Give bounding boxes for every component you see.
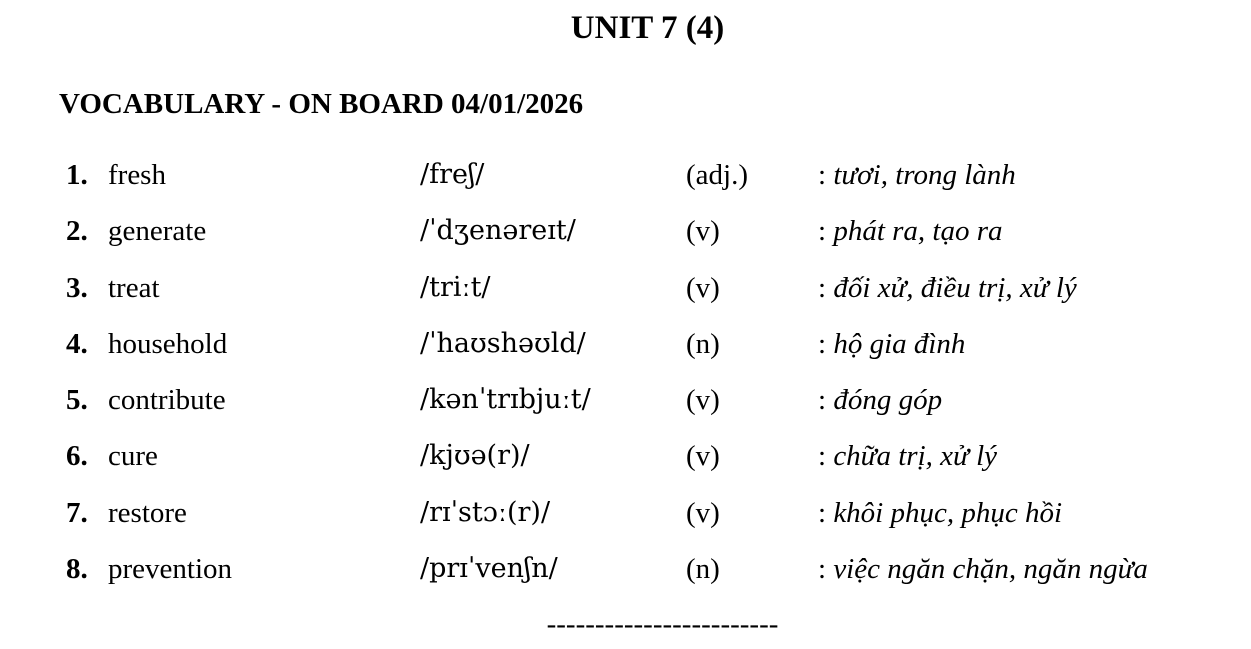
vocab-word: household	[108, 327, 228, 360]
item-number: 6.	[66, 440, 88, 473]
item-number: 8.	[66, 553, 88, 586]
meaning-separator: :	[818, 159, 834, 191]
vocab-meaning	[818, 436, 997, 476]
vocab-meaning	[818, 549, 1148, 589]
meaning-separator: :	[818, 496, 834, 529]
vocab-word: cure	[108, 440, 158, 473]
vocab-word: contribute	[108, 384, 226, 417]
vocab-word: prevention	[108, 553, 233, 586]
item-number: 7.	[66, 496, 88, 529]
vocab-meaning	[818, 268, 1077, 308]
meaning-text: khôi phục, phục hồi	[833, 496, 1063, 529]
meaning-separator: :	[818, 553, 834, 586]
item-number: 1.	[66, 159, 88, 191]
vocab-item-treat	[0, 268, 1251, 324]
vocab-pronunciation: /freʃ/	[420, 159, 485, 190]
vocab-pronunciation: /prɪˈvenʃn/	[420, 553, 558, 585]
vocab-pronunciation: /ˈdʒenəreɪt/	[420, 215, 576, 247]
vocab-part-of-speech: (v)	[686, 384, 720, 417]
vocab-item-cure	[0, 436, 1251, 492]
vocab-part-of-speech: (n)	[686, 553, 720, 586]
vocab-word: generate	[108, 215, 207, 248]
meaning-text: phát ra, tạo ra	[833, 215, 1003, 248]
meaning-separator: :	[818, 384, 834, 417]
vocab-pronunciation: /triːt/	[420, 271, 491, 303]
vocab-word: restore	[108, 496, 187, 529]
vocab-meaning	[818, 380, 942, 420]
meaning-text: đối xử, điều trị, xử lý	[833, 271, 1077, 304]
end-divider: ------------------------	[546, 608, 779, 640]
vocab-part-of-speech: (adj.)	[686, 159, 748, 191]
vocab-part-of-speech: (v)	[686, 215, 720, 248]
meaning-separator: :	[818, 440, 834, 473]
meaning-separator: :	[818, 327, 834, 360]
vocab-meaning	[818, 155, 1016, 195]
vocabulary-list	[0, 155, 1251, 605]
vocab-word: treat	[108, 271, 160, 304]
item-number: 4.	[66, 327, 88, 360]
meaning-text: hộ gia đình	[833, 327, 966, 360]
section-heading: VOCABULARY - ON BOARD 04/01/2026	[59, 88, 584, 120]
vocab-item-contribute	[0, 380, 1251, 436]
item-number: 2.	[66, 215, 88, 248]
page-title: UNIT 7 (4)	[570, 10, 725, 46]
item-number: 3.	[66, 271, 88, 304]
vocab-item-prevention	[0, 549, 1251, 605]
meaning-text: tươi, trong lành	[833, 159, 1016, 191]
vocab-item-generate	[0, 211, 1251, 267]
vocab-part-of-speech: (n)	[686, 327, 720, 360]
vocab-part-of-speech: (v)	[686, 271, 720, 304]
vocab-pronunciation: /kjʊə(r)/	[420, 440, 530, 472]
vocab-item-household	[0, 324, 1251, 380]
meaning-text: việc ngăn chặn, ngăn ngừa	[833, 553, 1148, 586]
meaning-text: chữa trị, xử lý	[833, 440, 998, 473]
vocab-part-of-speech: (v)	[686, 440, 720, 473]
vocab-item-restore	[0, 493, 1251, 549]
item-number: 5.	[66, 384, 88, 417]
meaning-separator: :	[818, 271, 834, 304]
vocab-meaning	[818, 493, 1062, 533]
vocab-part-of-speech: (v)	[686, 496, 720, 529]
meaning-separator: :	[818, 215, 834, 248]
vocab-pronunciation: /rɪˈstɔː(r)/	[420, 496, 551, 528]
vocab-word: fresh	[108, 159, 166, 191]
vocab-meaning	[818, 211, 1003, 251]
meaning-text: đóng góp	[833, 384, 943, 417]
vocab-meaning	[818, 324, 965, 364]
vocab-item-fresh	[0, 155, 1251, 211]
vocab-pronunciation: /kənˈtrɪbjuːt/	[420, 384, 591, 416]
vocab-pronunciation: /ˈhaʊshəʊld/	[420, 327, 586, 359]
